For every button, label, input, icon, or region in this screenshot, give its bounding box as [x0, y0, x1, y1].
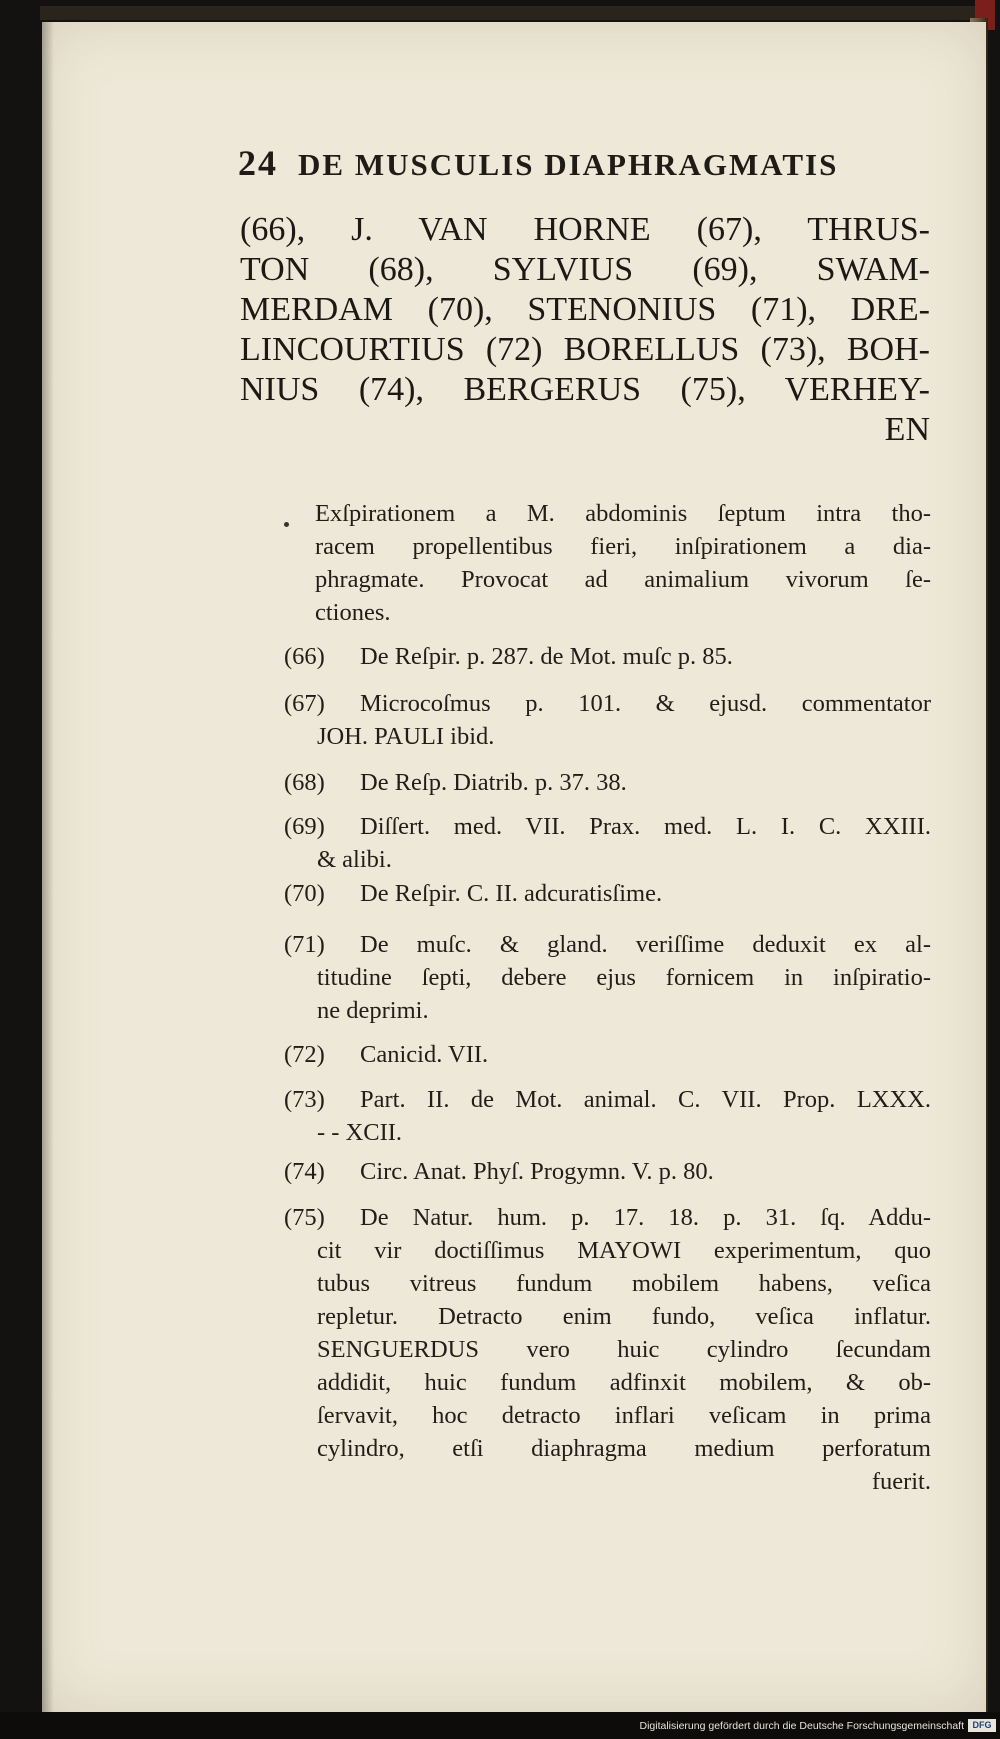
note-line: racem propellentibus fieri, inſpirationem a dia- [315, 533, 931, 560]
footnote-71 [284, 928, 931, 1027]
footnote-66 [284, 640, 931, 673]
footnote-67 [284, 687, 931, 753]
footnote-70 [284, 877, 931, 910]
digitization-credit: Digitalisierung gefördert durch die Deutsche Forschungsgemeinschaft [639, 1720, 964, 1732]
footnote-number: (71) [284, 931, 325, 958]
footnote-number: (66) [284, 643, 325, 670]
footnote-number: (74) [284, 1158, 325, 1185]
running-head [238, 142, 878, 184]
footnote-text: tubus vitreus fundum mobilem habens, veſica [317, 1270, 931, 1297]
footnote-69 [284, 810, 931, 876]
note-line: Exſpirationem a M. abdominis ſeptum intra tho- [315, 500, 931, 527]
footnote-text: Part. II. de Mot. animal. C. VII. Prop. LXXX. [360, 1086, 931, 1113]
body-line: (66), J. VAN HORNE (67), THRUS- [240, 211, 930, 248]
footnote-text: De Reſp. Diatrib. p. 37. 38. [360, 769, 627, 796]
footnote-text: & alibi. [317, 846, 392, 873]
footnote-text: JOH. PAULI ibid. [317, 723, 495, 750]
footnote-text: fuerit. [871, 1468, 931, 1495]
footnote-text: De Reſpir. C. II. adcuratisſime. [360, 880, 663, 907]
footnote-number: (72) [284, 1041, 325, 1068]
book-top-edge [40, 6, 990, 20]
page-gutter-shadow [42, 22, 54, 1712]
footnote-text: SENGUERDUS vero huic cylindro ſecundam [317, 1336, 931, 1363]
footnote-text: cylindro, etſi diaphragma medium perforatum [317, 1435, 931, 1462]
footnote-text: titudine ſepti, debere ejus fornicem in inſpiratio- [317, 964, 931, 991]
footnote-number: (70) [284, 880, 325, 907]
footnote-text: ſervavit, hoc detracto inflari veſicam in prima [317, 1402, 931, 1429]
page-number: 24 [238, 143, 278, 183]
note-line: ctiones. [315, 599, 391, 626]
footnote-72 [284, 1038, 931, 1071]
continued-note [315, 497, 931, 629]
footnote-text: De Natur. hum. p. 17. 18. p. 31. ſq. Addu- [360, 1204, 931, 1231]
footnote-74 [284, 1155, 931, 1188]
note-line: phragmate. Provocat ad animalium vivorum ſe- [315, 566, 931, 593]
footnote-number: (68) [284, 769, 325, 796]
body-line: EN [884, 411, 930, 448]
footnote-number: (69) [284, 813, 325, 840]
footnote-number: (67) [284, 690, 325, 717]
main-text-block [240, 210, 930, 450]
footnote-text: Circ. Anat. Phyſ. Progymn. V. p. 80. [360, 1158, 714, 1185]
footnote-text: addidit, huic fundum adfinxit mobilem, & ob- [317, 1369, 931, 1396]
footnote-text: repletur. Detracto enim fundo, veſica inflatur. [317, 1303, 931, 1330]
footnote-text: cit vir doctiſſimus MAYOWI experimentum, quo [317, 1237, 931, 1264]
footnote-text: De muſc. & gland. veriſſime deduxit ex al- [360, 931, 931, 958]
footnote-68 [284, 766, 931, 799]
running-title: DE MUSCULIS DIAPHRAGMATIS [298, 147, 839, 182]
footnote-text: - - XCII. [317, 1119, 403, 1146]
dfg-logo: DFG [968, 1719, 996, 1732]
body-line: LINCOURTIUS (72) BORELLUS (73), BOH- [240, 331, 930, 368]
footnote-text: Diſſert. med. VII. Prax. med. L. I. C. XXIII. [360, 813, 931, 840]
footnote-text: De Reſpir. p. 287. de Mot. muſc p. 85. [360, 643, 733, 670]
footnote-73 [284, 1083, 931, 1149]
body-line: NIUS (74), BERGERUS (75), VERHEY- [240, 371, 930, 408]
footnote-75 [284, 1201, 931, 1498]
footnote-number: (75) [284, 1204, 325, 1231]
body-line: MERDAM (70), STENONIUS (71), DRE- [240, 291, 930, 328]
note-marker-icon [284, 522, 289, 527]
footnote-text: Microcoſmus p. 101. & ejusd. commentator [360, 690, 931, 717]
body-line: TON (68), SYLVIUS (69), SWAM- [240, 251, 930, 288]
footnote-number: (73) [284, 1086, 325, 1113]
footnote-text: Canicid. VII. [360, 1041, 489, 1068]
footnote-text: ne deprimi. [317, 997, 429, 1024]
